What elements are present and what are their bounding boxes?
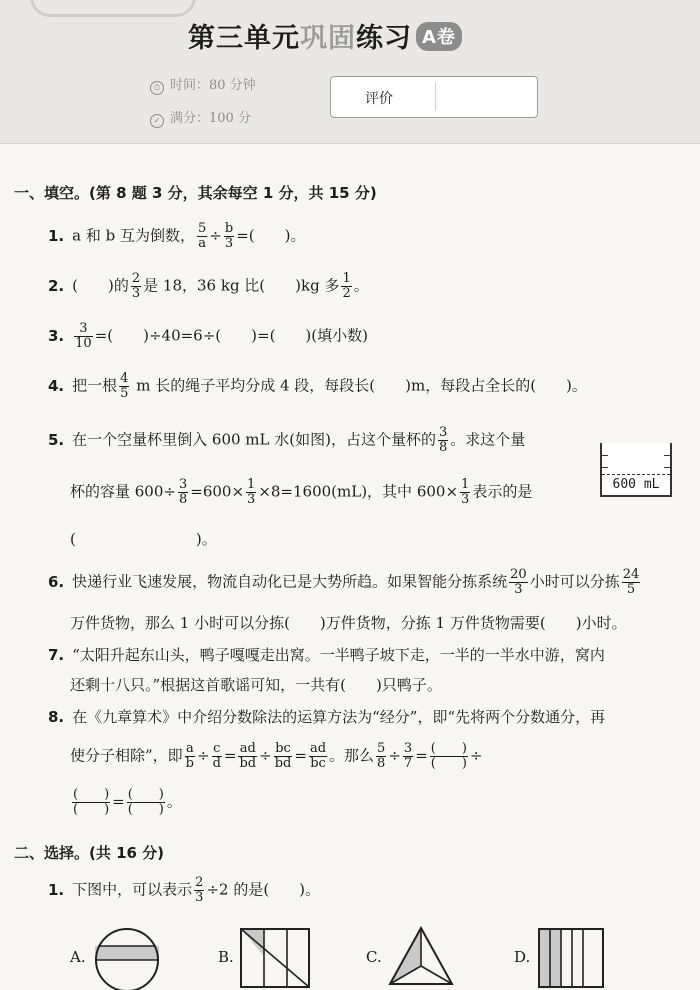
fraction: $\frac{1}{3}$ — [247, 477, 256, 507]
question-number: 6. — [48, 572, 65, 591]
operator: ÷ — [209, 226, 222, 245]
cup-water-label: 600 mL — [602, 474, 670, 495]
option-d-rectangle-figure[interactable] — [538, 928, 606, 990]
question-text: “太阳升起东山头，鸭子嘎嘎走出窝。一半鸭子坡下走，一半的一半水中游，窝内 — [72, 646, 605, 664]
fraction: $\frac{4}{5}$ — [120, 371, 129, 401]
page-title — [188, 16, 462, 55]
question-text: a 和 b 互为倒数， — [72, 226, 195, 245]
question-1-5-line-3: ( )。 — [70, 530, 217, 548]
title-part-1: 第三单元 — [188, 23, 300, 54]
question-text: =( )÷40=6÷( )=( )(填小数) — [94, 326, 368, 345]
evaluation-divider — [435, 83, 436, 111]
question-1-8-line-1 — [48, 706, 605, 727]
question-text: 下图中，可以表示 — [72, 880, 193, 899]
fraction-blank[interactable]: ( ) ( ) — [73, 787, 110, 817]
question-text: 是 18，36 kg 比( )kg 多 — [143, 276, 340, 295]
fraction: $\frac{5}{a}$ — [198, 221, 207, 251]
option-c-label[interactable]: C. — [366, 948, 382, 966]
evaluation-box[interactable] — [330, 76, 538, 118]
shaded-region — [241, 929, 264, 956]
cup-tick — [664, 455, 670, 456]
decorative-tab — [30, 0, 196, 17]
shaded-band — [95, 946, 159, 960]
question-1-6-line-2: 万件货物，那么 1 小时可以分拣( )万件货物，分拣 1 万件货物需要( )小时。 — [70, 614, 627, 632]
question-1-2: 2. ( )的 $\frac{2}{3}$ 是 18，36 kg 比( )kg 多 $\frac{1}{2}$ 。 — [48, 271, 369, 301]
fraction: $\frac{ad}{bc}$ — [309, 741, 327, 771]
clock-icon: ⏱ — [150, 81, 164, 95]
measuring-cup-figure — [600, 443, 672, 497]
question-text: 快递行业飞速发展，物流自动化已是大势所趋。如果智能分拣系统 — [72, 572, 508, 591]
option-a-label[interactable]: A. — [70, 948, 86, 966]
option-c-triangle-figure[interactable] — [388, 926, 454, 988]
fraction: $\frac{3}{10}$ — [75, 321, 92, 351]
cup-tick — [602, 467, 608, 468]
question-1-5-line-1 — [48, 426, 525, 455]
question-1-7-line-2: 还剩十八只。”根据这首歌谣可知，一共有( )只鸭子。 — [70, 676, 442, 694]
question-number: 1. — [48, 226, 65, 245]
option-b-rectangle-figure[interactable] — [240, 928, 312, 990]
fraction: $\frac{24}{5}$ — [622, 567, 640, 597]
fraction: $\frac{c}{d}$ — [212, 741, 221, 771]
question-text: 把一根 — [72, 376, 118, 395]
fraction: $\frac{1}{3}$ — [461, 477, 470, 507]
fraction: $\frac{2}{3}$ — [195, 875, 204, 905]
fraction: $\frac{bc}{bd}$ — [274, 741, 292, 771]
question-number: 2. — [48, 276, 65, 295]
question-number: 4. — [48, 376, 65, 395]
score-label: 满分：100 分 — [170, 111, 251, 126]
title-part-3: 练习 — [356, 23, 412, 54]
question-number: 7. — [48, 646, 65, 664]
cup-tick — [602, 455, 608, 456]
fraction: $\frac{20}{3}$ — [510, 567, 527, 597]
option-a-circle-figure[interactable] — [94, 928, 162, 990]
cup-tick — [664, 467, 670, 468]
check-circle-icon: ✓ — [150, 114, 164, 128]
question-1-8-line-3: ( ) ( ) = ( ) ( ) 。 — [73, 787, 182, 817]
worksheet-header — [0, 0, 700, 144]
question-2-1 — [48, 876, 320, 905]
fraction: $\frac{b}{3}$ — [224, 221, 234, 251]
question-number: 3. — [48, 326, 65, 345]
diagonal-line — [241, 929, 309, 987]
question-1-1 — [48, 222, 305, 251]
answer-blank: =( )。 — [236, 226, 306, 245]
question-text: 在一个空量杯里倒入 600 mL 水(如图)，占这个量杯的 — [72, 430, 436, 449]
fraction: $\frac{1}{2}$ — [342, 271, 351, 301]
question-1-5-line-2: 杯的容量 600÷ $\frac{3}{8}$ =600× $\frac{1}{3}$ ×8=1600(mL)，其中 600× $\frac{1}{3}$ 表示的是 — [70, 477, 533, 507]
question-number: 8. — [48, 708, 65, 726]
question-1-6-line-1: 6. 快递行业飞速发展，物流自动化已是大势所趋。如果智能分拣系统 $\frac{20}{3}$ 小时可以分拣 $\frac{24}{5}$ — [48, 567, 640, 597]
time-info — [150, 74, 256, 95]
question-number: 1. — [48, 880, 65, 899]
question-number: 5. — [48, 430, 65, 449]
question-text: ÷2 的是( )。 — [206, 880, 321, 899]
fraction: $\frac{a}{b}$ — [185, 741, 194, 771]
fraction: $\frac{2}{3}$ — [131, 271, 141, 301]
fraction-blank[interactable]: ( ) ( ) — [127, 787, 164, 817]
question-1-8-line-2: 使分子相除”，即 $\frac{a}{b}$ ÷ $\frac{c}{d}$ = $\frac{ad}{bd}$ ÷ $\frac{bc}{bd}$ = $\frac{ad}{bc}$ 。那么 $\frac{5}{8}$ ÷ $\frac{3}{7}$ = ( ) ( ) ÷ — [70, 741, 483, 771]
fraction-blank[interactable]: ( ) ( ) — [430, 741, 467, 771]
evaluation-label: 评价 — [365, 91, 393, 107]
version-badge: A卷 — [416, 22, 462, 51]
question-text: ( )的 — [72, 276, 129, 295]
section-1-heading: 一、填空。(第 8 题 3 分，其余每空 1 分，共 15 分) — [14, 184, 377, 202]
question-1-7-line-1 — [48, 644, 605, 665]
question-text: 在《九章算术》中介绍分数除法的运算方法为“经分”，即“先将两个分数通分，再 — [72, 708, 606, 726]
question-text: m 长的绳子平均分成 4 段，每段长( )m，每段占全长的( )。 — [131, 376, 587, 395]
question-1-4 — [48, 372, 587, 401]
question-text: 。求这个量 — [450, 430, 526, 449]
section-2-heading: 二、选择。(共 16 分) — [14, 844, 165, 862]
title-part-2: 巩固 — [300, 23, 356, 54]
option-b-label[interactable]: B. — [218, 948, 234, 966]
option-d-label[interactable]: D. — [514, 948, 531, 966]
score-info — [150, 107, 251, 128]
fraction: $\frac{3}{8}$ — [438, 425, 448, 455]
time-label: 时间：80 分钟 — [170, 78, 256, 93]
fraction: $\frac{5}{8}$ — [377, 741, 386, 771]
fraction: $\frac{3}{8}$ — [178, 477, 188, 507]
fraction: $\frac{3}{7}$ — [403, 741, 413, 771]
question-1-3 — [48, 322, 368, 351]
fraction: $\frac{ad}{bd}$ — [239, 741, 257, 771]
